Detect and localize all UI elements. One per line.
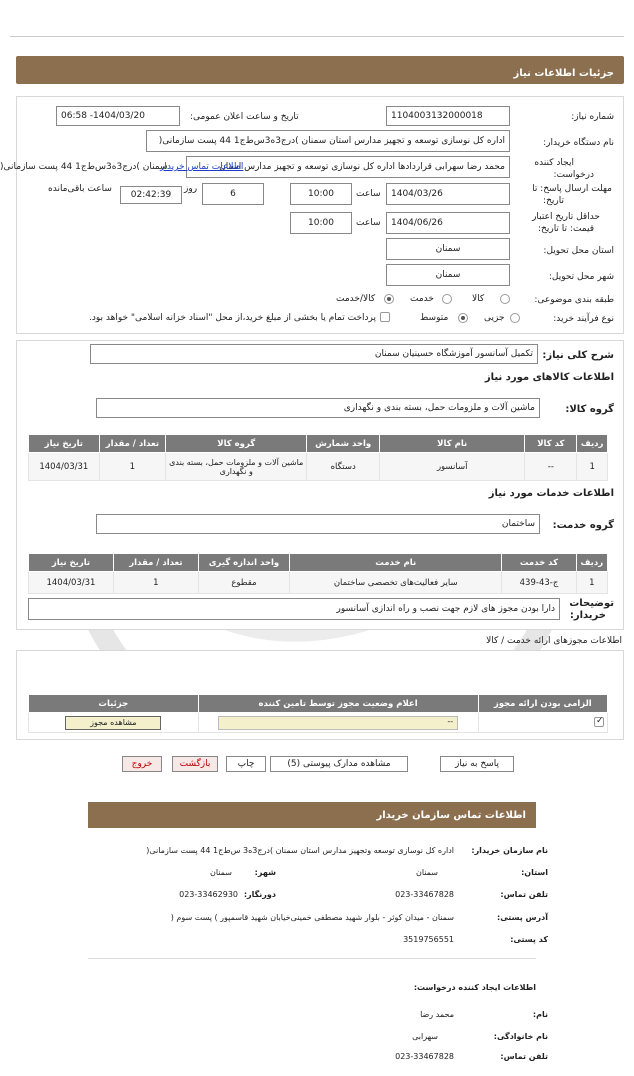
goods-col-unit: واحد شمارش (307, 435, 380, 453)
creator-info-title: اطلاعات ایجاد کننده درخواست: (413, 983, 536, 992)
validity-label-1: حداقل تاریخ اعتبار (532, 212, 600, 222)
buyer-notes-label-2: خریدار: (569, 610, 606, 621)
permits-cell-required (478, 713, 608, 733)
services-group-field: ساختمان (96, 514, 540, 534)
buyer-contact-link[interactable]: اطلاعات تماس خریدار (160, 162, 244, 172)
remaining-time-label: ساعت باقی‌مانده (48, 184, 112, 194)
permits-col-details: جزئیات (29, 695, 199, 713)
buyer-field: اداره کل نوسازی توسعه و تجهیز مدارس استان سمنان )درج3ه3س‌ط‌ج1 44 پست سازمانی( (146, 130, 510, 152)
services-col-code: کد خدمت (502, 554, 576, 572)
deadline-time-field: 10:00 (290, 183, 352, 205)
contact-postal-value: 3519756551 (403, 935, 454, 944)
creator-first-name-label: نام: (532, 1010, 548, 1019)
contact-phone-value: 023-33467828 (395, 890, 454, 899)
treasury-payment-checkbox[interactable] (380, 312, 390, 322)
validity-time-field: 10:00 (290, 212, 352, 234)
goods-group-field: ماشین آلات و ملزومات حمل، بسته بندی و نگهداری (96, 398, 540, 418)
goods-col-name: نام کالا (380, 435, 525, 453)
contact-org-label: نام سازمان خریدار: (471, 846, 548, 855)
services-col-unit: واحد اندازه گیری (198, 554, 289, 572)
deadline-time-label: ساعت (356, 189, 381, 199)
goods-cell-group: ماشین آلات و ملزومات حمل، بسته بندی و نگهداری (166, 453, 307, 481)
contact-postal-label: کد پستی: (510, 935, 548, 944)
services-cell-row: 1 (576, 572, 607, 594)
process-option-medium: متوسط (420, 313, 449, 323)
goods-col-code: کد کالا (525, 435, 577, 453)
services-cell-date: 1404/03/31 (29, 572, 114, 594)
permits-cell-details (29, 713, 199, 733)
contact-province-value: سمنان (415, 868, 438, 877)
category-option-goods-service: کالا/خدمت (336, 294, 376, 304)
category-radio-service[interactable] (442, 294, 452, 304)
permits-col-status: اعلام وضعیت مجوز توسط تامین کننده (198, 695, 478, 713)
days-remaining-field: 6 (202, 183, 264, 205)
contact-fax-value: 023-33462930 (179, 890, 238, 899)
services-col-name: نام خدمت (290, 554, 502, 572)
top-divider (10, 36, 624, 37)
view-attachments-button[interactable]: مشاهده مدارک پیوستی (5) (270, 756, 408, 772)
validity-label-2: قیمت: تا تاریخ: (538, 224, 594, 234)
buyer-label: نام دستگاه خریدار: (543, 138, 614, 148)
contact-city-label: شهر: (254, 868, 276, 877)
category-label: طبقه بندی موضوعی: (534, 295, 614, 305)
table-row (29, 713, 608, 733)
services-section-title: اطلاعات خدمات مورد نیاز (488, 488, 614, 499)
need-number-field: 1104003132000018 (386, 106, 510, 126)
treasury-payment-note: پرداخت تمام یا بخشی از مبلغ خرید،از محل "اسناد خزانه اسلامی" خواهد بود. (88, 313, 376, 323)
province-field: سمنان (386, 238, 510, 260)
creator-phone-label: تلفن تماس: (500, 1052, 548, 1061)
services-cell-name: سایر فعالیت‌های تخصصی ساختمان (290, 572, 502, 594)
view-permit-button[interactable]: مشاهده مجوز (65, 716, 161, 730)
validity-time-label: ساعت (356, 218, 381, 228)
creator-last-name-label: نام خانوادگی: (493, 1032, 548, 1041)
creator-label-2: درخواست: (553, 170, 594, 180)
buyer-notes-label-1: توضیحات (569, 598, 614, 609)
city-field: سمنان (386, 264, 510, 286)
goods-cell-row: 1 (577, 453, 608, 481)
province-label: استان محل تحویل: (543, 246, 614, 256)
permit-required-checkbox[interactable] (594, 717, 604, 727)
creator-overflow-text: سمنان )درج3ه3س‌ط‌ج1 44 پست سازمانی( (0, 162, 168, 172)
deadline-label-2: تاریخ: (543, 196, 564, 206)
print-button[interactable]: چاپ (226, 756, 266, 772)
permits-table (28, 694, 608, 733)
table-row (29, 453, 608, 481)
process-radio-medium[interactable] (458, 313, 468, 323)
validity-date-field: 1404/06/26 (386, 212, 510, 234)
contact-city-value: سمنان (209, 868, 232, 877)
check-icon: ✓ (596, 716, 604, 727)
goods-col-row: ردیف (577, 435, 608, 453)
creator-field: محمد رضا سهرابی قراردادها اداره کل نوسازی توسعه و تجهیز مدارس استان (186, 156, 510, 178)
table-row (29, 572, 608, 594)
process-radio-minor[interactable] (510, 313, 520, 323)
description-label: شرح کلی نیاز: (542, 350, 614, 361)
goods-section-title: اطلاعات کالاهای مورد نیاز (484, 372, 614, 383)
goods-table (28, 434, 608, 481)
services-cell-qty: 1 (113, 572, 198, 594)
goods-cell-unit: دستگاه (307, 453, 380, 481)
services-col-row: ردیف (576, 554, 607, 572)
category-radio-goods-service[interactable] (384, 294, 394, 304)
permits-cell-status (198, 713, 478, 733)
process-option-minor: جزیی (484, 313, 505, 323)
category-option-service: خدمت (410, 294, 434, 304)
contact-province-label: استان: (521, 868, 548, 877)
creator-last-name-value: سهرابی (412, 1032, 438, 1041)
contact-address-label: آدرس پستی: (497, 913, 548, 922)
description-field: تکمیل آسانسور آموزشگاه حسینیان سمنان (90, 344, 538, 364)
process-label: نوع فرآیند خرید: (553, 314, 614, 324)
contact-address-value: سمنان - میدان کوثر - بلوار شهید مصطفی خمینی‌خیابان شهید قاسمپور ) پست سوم ( (170, 913, 454, 922)
category-option-goods: کالا (472, 294, 485, 304)
permit-status-field: -- (218, 716, 458, 730)
page-title: جزئیات اطلاعات نیاز (16, 56, 624, 84)
goods-col-qty: تعداد / مقدار (99, 435, 165, 453)
services-col-qty: تعداد / مقدار (113, 554, 198, 572)
deadline-date-field: 1404/03/26 (386, 183, 510, 205)
announce-date-label: تاریخ و ساعت اعلان عمومی: (190, 112, 299, 122)
services-cell-unit: مقطوع (198, 572, 289, 594)
creator-phone-value: 023-33467828 (395, 1052, 454, 1061)
need-number-label: شماره نیاز: (571, 112, 614, 122)
goods-col-group: گروه کالا (166, 435, 307, 453)
services-group-label: گروه خدمت: (552, 520, 614, 531)
goods-col-date: تاریخ نیاز (29, 435, 100, 453)
goods-cell-qty: 1 (99, 453, 165, 481)
city-label: شهر محل تحویل: (548, 272, 614, 282)
goods-cell-name: آسانسور (380, 453, 525, 481)
services-col-date: تاریخ نیاز (29, 554, 114, 572)
buyer-notes-field: دارا بودن مجوز های لازم جهت نصب و راه اندازی آسانسور (28, 598, 560, 620)
goods-cell-code: -- (525, 453, 577, 481)
permits-col-required: الزامی بودن ارائه مجوز (478, 695, 608, 713)
contact-divider (88, 958, 536, 959)
contact-fax-label: دورنگار: (243, 890, 276, 899)
remaining-time-field: 02:42:39 (120, 186, 182, 204)
permits-title: اطلاعات مجوزهای ارائه خدمت / کالا (486, 636, 622, 646)
contact-phone-label: تلفن تماس: (500, 890, 548, 899)
contact-section-title: اطلاعات تماس سازمان خریدار (88, 802, 536, 828)
reply-to-need-button[interactable]: پاسخ به نیاز (440, 756, 514, 772)
contact-org-value: اداره کل نوسازی توسعه وتجهیز مدارس استان سمنان )درج3ه3 س‌ط‌ج1 44 پست سازمانی( (146, 846, 454, 855)
services-cell-code: ج-43-439 (502, 572, 576, 594)
announce-date-field: 1404/03/20- 06:58 (56, 106, 180, 126)
creator-label-1: ایجاد کننده (534, 158, 574, 168)
deadline-label-1: مهلت ارسال پاسخ: تا (532, 184, 612, 194)
days-label: روز (184, 184, 198, 194)
back-button[interactable]: بازگشت (172, 756, 218, 772)
services-table (28, 553, 608, 594)
category-radio-goods[interactable] (500, 294, 510, 304)
exit-button[interactable]: خروج (122, 756, 162, 772)
creator-first-name-value: محمد رضا (420, 1010, 454, 1019)
goods-group-label: گروه کالا: (565, 404, 614, 415)
goods-cell-date: 1404/03/31 (29, 453, 100, 481)
